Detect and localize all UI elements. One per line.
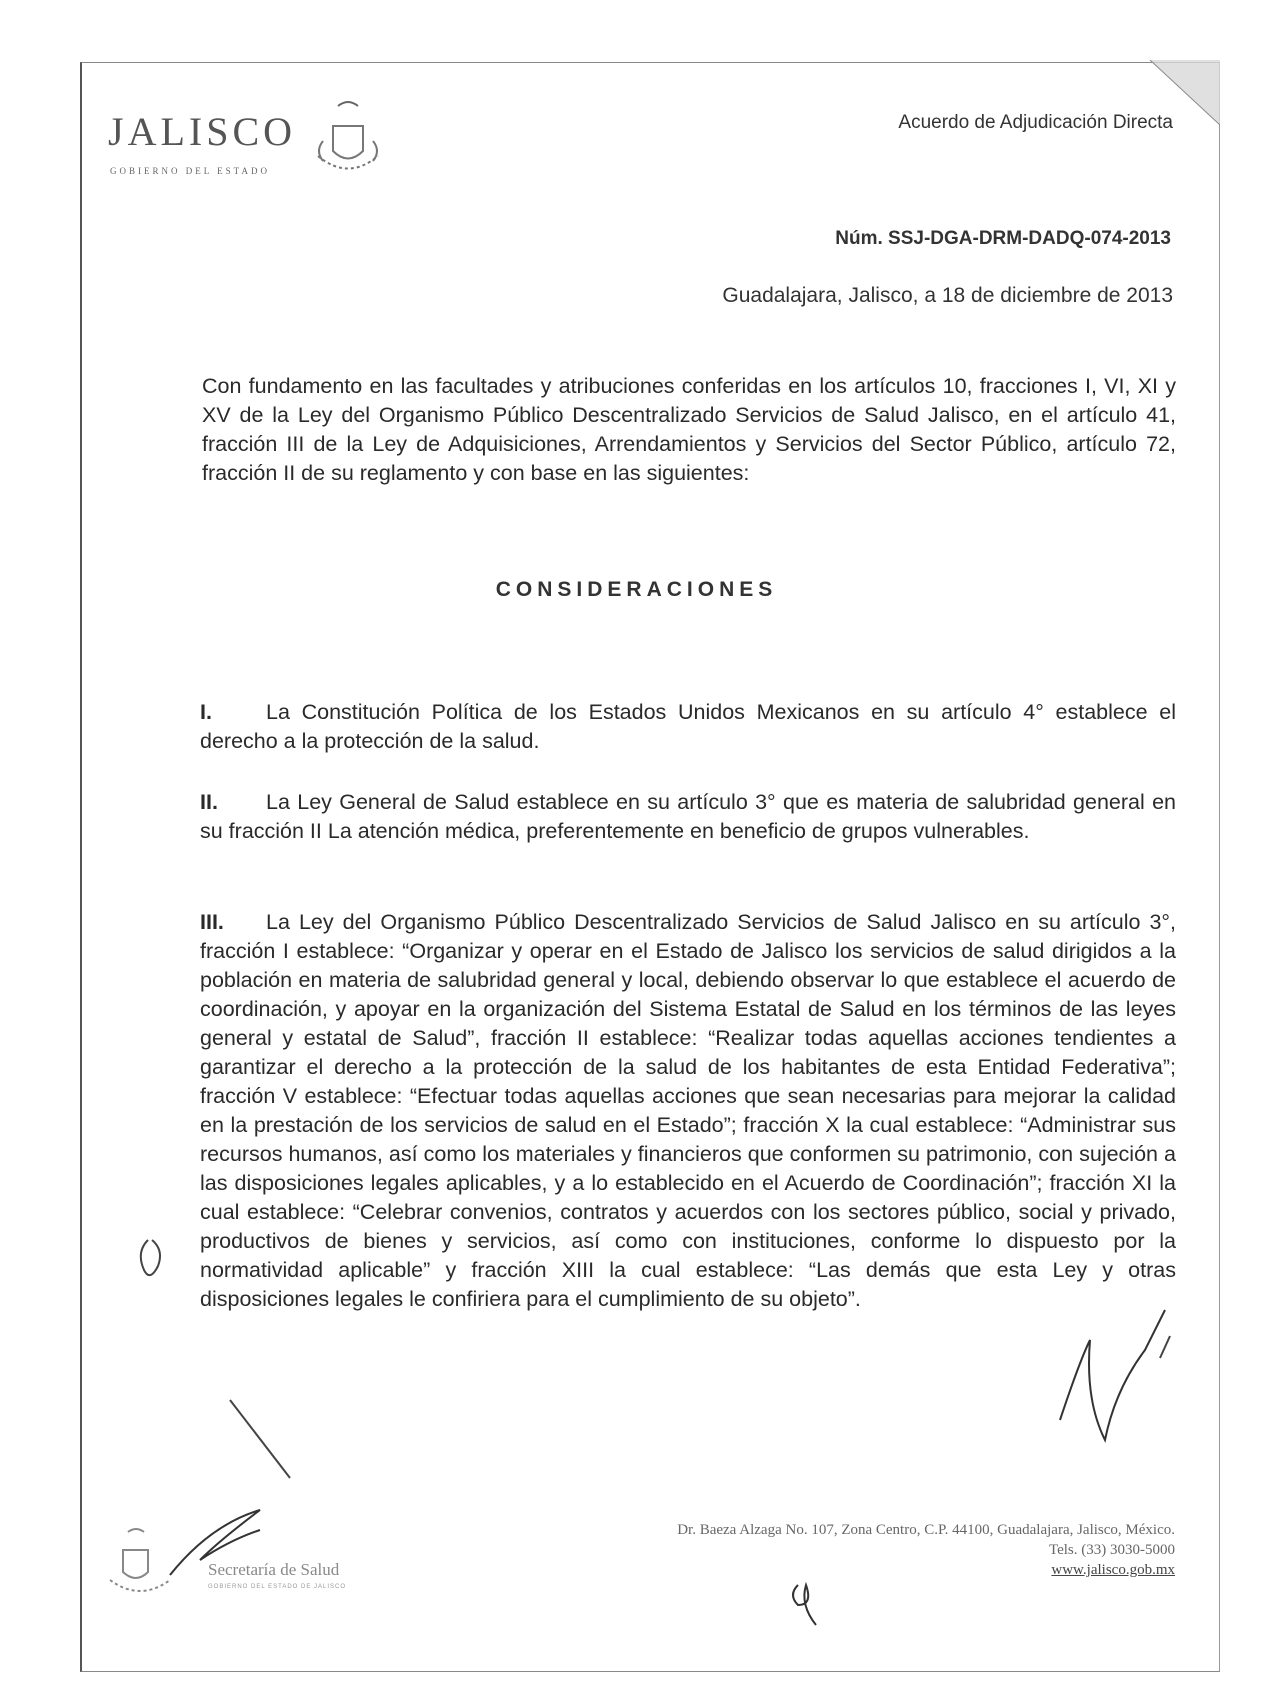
footer-logo-text: Secretaría de Salud — [208, 1560, 340, 1579]
jalisco-subtitle: GOBIERNO DEL ESTADO — [110, 166, 270, 176]
consideration-3 — [200, 908, 1176, 1314]
footer-phone: Tels. (33) 3030-5000 — [1048, 1542, 1175, 1558]
consideration-text: La Constitución Política de los Estados Unidos Mexicanos en su artículo 4° establece el derecho a la protección de la salud. — [200, 700, 1176, 753]
footer-crest-icon — [108, 1520, 178, 1600]
footer-logo-subtitle: GOBIERNO DEL ESTADO DE JALISCO — [208, 1584, 347, 1590]
jalisco-wordmark: JALISCO — [108, 109, 297, 154]
intro-paragraph: Con fundamento en las facultades y atribuciones conferidas en los artículos 10, fracciones I, VI, XI y XV de la Ley del Organismo Público Descentralizado Servicios de Salud Jalisco, en el artículo 41, fracción III de la Ley de Adquisiciones, Arrendamientos y Servicios del Sector Público, artículo 72, fracción II de su reglamento y con base en las siguientes: — [202, 374, 1176, 485]
consideration-number: I. — [200, 700, 212, 724]
consideration-text: La Ley General de Salud establece en su artículo 3° que es materia de salubridad general en su fracción II La atención médica, preferentemente en beneficio de grupos vulnerables. — [200, 790, 1176, 843]
secretaria-salud-logo — [108, 1520, 408, 1600]
document-number: Núm. SSJ-DGA-DRM-DADQ-074-2013 — [835, 228, 1171, 249]
footer-website-link[interactable]: www.jalisco.gob.mx — [1051, 1562, 1175, 1578]
footer-address: Dr. Baeza Alzaga No. 107, Zona Centro, C.P. 44100, Guadalajara, Jalisco, México. — [677, 1522, 1175, 1538]
consideration-number: II. — [200, 790, 218, 814]
coat-of-arms-icon — [308, 96, 388, 186]
document-type: Acuerdo de Adjudicación Directa — [898, 112, 1173, 133]
jalisco-logo — [108, 108, 388, 188]
section-heading: CONSIDERACIONES — [495, 578, 778, 601]
consideration-2 — [200, 788, 1176, 846]
consideration-number: III. — [200, 910, 224, 934]
footer-address-block — [677, 1520, 1175, 1580]
consideration-1 — [200, 698, 1176, 756]
document-date: Guadalajara, Jalisco, a 18 de diciembre de 2013 — [722, 284, 1173, 307]
consideration-text: La Ley del Organismo Público Descentralizado Servicios de Salud Jalisco en su artículo 3°, fracción I establece: “Organizar y operar en el Estado de Jalisco los servicios de salud dirigidos a la población en materia de salubridad general y local, debiendo observar lo que establece el acuerdo de coordinación, y apoyar en la organización del Sistema Estatal de Salud en los términos de las leyes general y estatal de Salud”, fracción II establece: “Realizar todas aquellas acciones tendientes a garantizar el derecho a la protección de la salud de los habitantes de esta Entidad Federativa”; fracción V establece: “Efectuar todas aquellas acciones que sean necesarias para mejorar la calidad en la prestación de los servicios de salud en el Estado”; fracción X la cual establece: “Administrar sus recursos humanos, así como los materiales y financieros que conformen su patrimonio, con sujeción a las disposiciones legales aplicables, y a lo establecido en el Acuerdo de Coordinación”; fracción XI la cual establece: “Celebrar convenios, contratos y acuerdos con los sectores público, social y privado, productivos de bienes y servicios, así como con instituciones, conforme lo dispuesto por la normatividad aplicable” y fracción XIII la cual establece: “Las demás que esta Ley y otras disposiciones legales le confiriera para el cumplimiento de su objeto”. — [200, 910, 1176, 1311]
